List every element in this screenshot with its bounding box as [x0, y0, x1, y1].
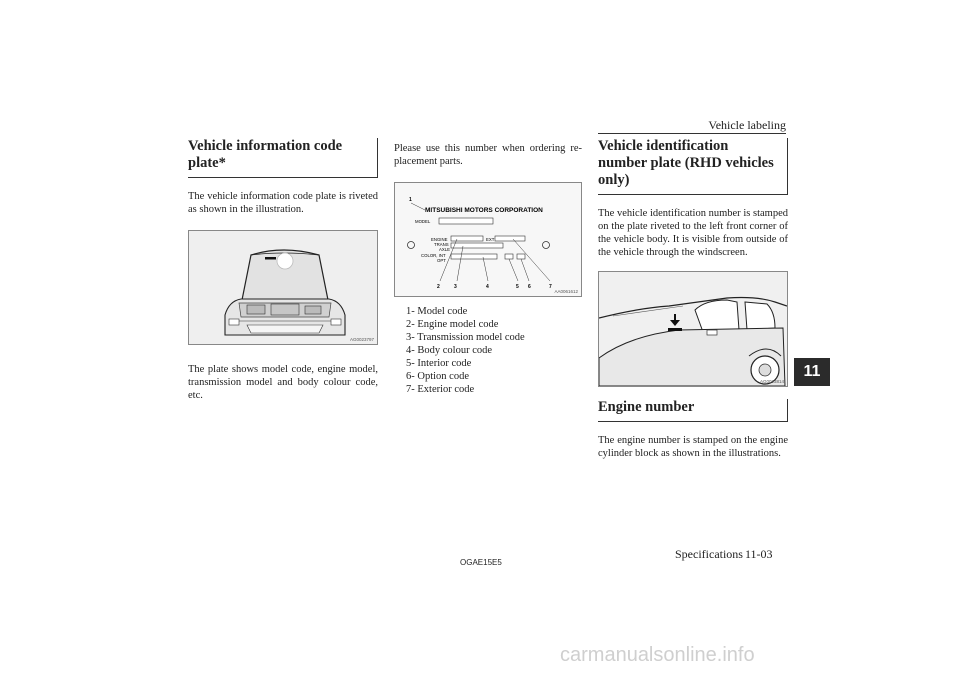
callout-3: 3: [454, 284, 457, 290]
section-title-engine-number: Engine number: [598, 399, 788, 422]
legend-item: 6- Option code: [406, 371, 469, 382]
watermark: carmanualsonline.info: [560, 644, 755, 666]
legend-item: 5- Interior code: [406, 358, 472, 369]
plate-brand: MITSUBISHI MOTORS CORPORATION: [425, 207, 543, 214]
callout-7: 7: [549, 284, 552, 290]
callout-6: 6: [528, 284, 531, 290]
engine-bay-illustration: [188, 230, 378, 345]
code-plate-drawing: [395, 183, 581, 296]
figure-id: AG0023814: [759, 379, 784, 384]
legend-item: 3- Transmission model code: [406, 332, 525, 343]
callout-5: 5: [516, 284, 519, 290]
page-number: 11-03: [745, 547, 773, 561]
label-engine: ENGINE: [431, 237, 448, 242]
label-ext: EXT: [486, 237, 495, 242]
label-trans: TRANS: [434, 242, 449, 247]
figure-id: AG0023797: [349, 337, 374, 342]
info-plate-intro: The vehicle information code plate is riveted as shown in the illustration.: [188, 191, 378, 215]
header-rule: [598, 133, 786, 134]
column-vehicle-information-code-plate: [188, 138, 378, 402]
callout-4: 4: [486, 284, 489, 290]
column-plate-legend: [394, 142, 582, 396]
windscreen-illustration: [598, 271, 788, 387]
legend-item: 4- Body colour code: [406, 345, 493, 356]
callout-1: 1: [409, 197, 412, 203]
section-title-info-plate: Vehicle information code plate*: [188, 138, 378, 178]
section-title-vin-plate: Vehicle identification number plate (RHD vehicles only): [598, 138, 788, 195]
callout-2: 2: [437, 284, 440, 290]
label-axle: AXLE: [439, 247, 450, 252]
legend-item: 1- Model code: [406, 306, 468, 317]
engine-number-body: The engine number is stamped on the engine cylinder block as shown in the illustrations.: [598, 435, 788, 459]
label-model: MODEL: [415, 219, 431, 224]
vehicle-side-drawing: [599, 272, 787, 386]
vin-plate-intro: The vehicle identification number is stamped on the plate riveted to the left front corner of the vehicle body. It is visible from outside of the vehicle through the windscreen.: [598, 208, 788, 258]
label-opt: OPT: [437, 258, 446, 263]
engine-bay-drawing: [189, 231, 377, 344]
column-vin-plate: [598, 138, 788, 460]
legend-item: 7- Exterior code: [406, 384, 475, 395]
figure-id: AA0061612: [554, 289, 578, 294]
label-color-int: COLOR, INT: [421, 253, 446, 258]
doc-code: OGAE15E5: [460, 558, 502, 567]
running-header: Vehicle labeling: [708, 118, 786, 132]
footer-section: Specifications: [675, 547, 743, 561]
chapter-tab: 11: [794, 358, 830, 386]
ordering-note: Please use this number when ordering re-placement parts.: [394, 143, 582, 167]
legend-item: 2- Engine model code: [406, 319, 499, 330]
plate-legend: [406, 305, 582, 396]
code-plate-illustration: [394, 182, 582, 297]
info-plate-body: The plate shows model code, engine model, transmission model and body colour code, etc.: [188, 364, 378, 401]
